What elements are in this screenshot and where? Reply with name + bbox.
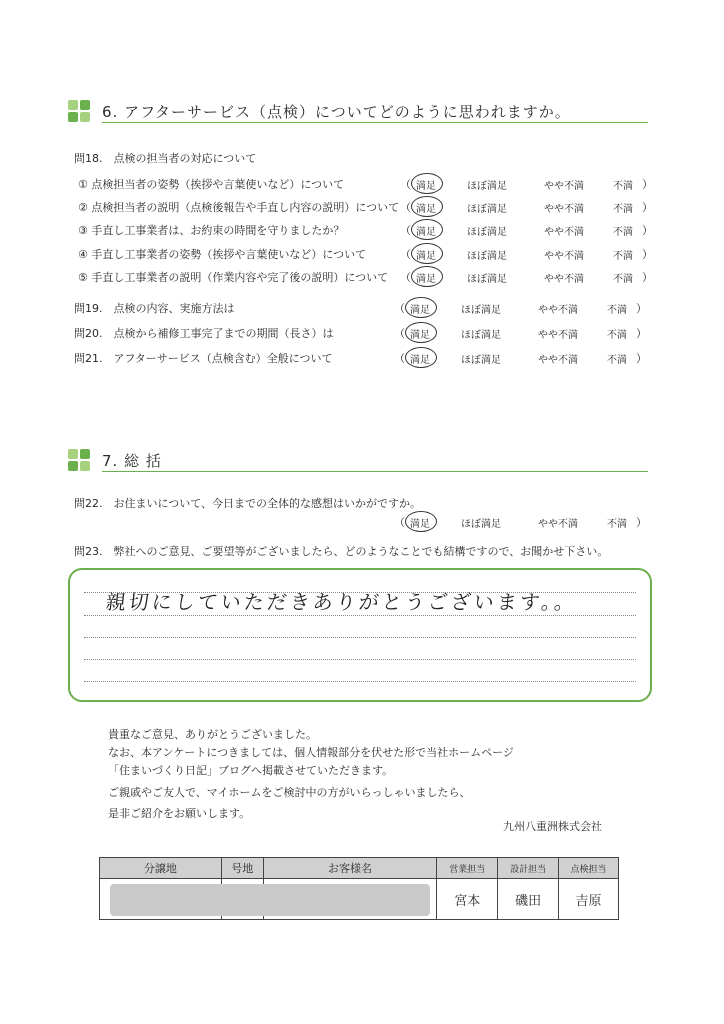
option-satisfied: 満足	[416, 204, 436, 215]
option-slightly-dissatisfied: やや不満	[544, 227, 584, 238]
question-19: 問19. 点検の内容、実施方法は	[74, 302, 235, 315]
item-2: ② 点検担当者の説明（点検後報告や手直し内容の説明）について	[78, 201, 400, 214]
option-slightly-dissatisfied: やや不満	[544, 274, 584, 285]
option-slightly-dissatisfied: やや不満	[538, 519, 578, 530]
paren-open: （	[400, 271, 411, 284]
item-5: ⑤ 手直し工事業者の説明（作業内容や完了後の説明）について	[78, 271, 389, 284]
thanks-line-4: ご親戚やご友人で、マイホームをご検討中の方がいらっしゃいましたら、	[108, 786, 471, 799]
question-23: 問23. 弊社へのご意見、ご要望等がございましたら、どのようなことでも結構ですので、お聞かせ下さい。	[74, 545, 609, 558]
selected-circle-mark	[405, 347, 437, 368]
option-slightly-dissatisfied: やや不満	[538, 330, 578, 341]
option-mostly-satisfied: ほぼ満足	[467, 274, 507, 285]
selected-circle-mark	[411, 266, 443, 287]
header-customer: お客様名	[263, 858, 437, 879]
section-7-title: 7. 総 括	[102, 452, 162, 470]
option-dissatisfied: 不満	[613, 274, 633, 285]
option-mostly-satisfied: ほぼ満足	[467, 251, 507, 262]
option-slightly-dissatisfied: やや不満	[544, 251, 584, 262]
option-satisfied: 満足	[410, 355, 430, 366]
paren-open: （	[400, 178, 411, 191]
selected-circle-mark	[411, 196, 443, 217]
option-slightly-dissatisfied: やや不満	[544, 181, 584, 192]
clover-icon	[68, 449, 90, 471]
section-6-header	[68, 98, 648, 126]
option-satisfied: 満足	[410, 519, 430, 530]
cell-sales: 宮本	[437, 879, 498, 920]
option-slightly-dissatisfied: やや不満	[538, 305, 578, 316]
header-design: 設計担当	[498, 858, 559, 879]
option-dissatisfied: 不満	[613, 251, 633, 262]
question-22: 問22. お住まいについて、今日までの全体的な感想はいかがですか。	[74, 497, 422, 510]
paren-close: ）	[636, 516, 647, 529]
option-dissatisfied: 不満	[607, 305, 627, 316]
paren-close: ）	[636, 352, 647, 365]
header-inspection: 点検担当	[559, 858, 619, 879]
paren-close: ）	[642, 201, 653, 214]
thanks-line-2: なお、本アンケートにつきましては、個人情報部分を伏せた形で当社ホームページ	[108, 746, 514, 759]
company-name: 九州八重洲株式会社	[503, 820, 602, 833]
section-6-title: 6. アフターサービス（点検）についてどのように思われますか。	[102, 103, 571, 121]
option-dissatisfied: 不満	[613, 204, 633, 215]
thanks-line-3: 「住まいづくり日記」ブログへ掲載させていただきます。	[108, 764, 394, 777]
option-satisfied: 満足	[416, 251, 436, 262]
paren-open: （	[400, 224, 411, 237]
option-satisfied: 満足	[410, 330, 430, 341]
option-satisfied: 満足	[416, 227, 436, 238]
thanks-line-1: 貴重なご意見、ありがとうございました。	[108, 728, 317, 741]
header-lot: 号地	[221, 858, 263, 879]
paren-open: （	[394, 352, 405, 365]
option-satisfied: 満足	[410, 305, 430, 316]
cell-inspection: 吉原	[559, 879, 619, 920]
comment-box	[68, 568, 652, 702]
handwritten-comment: 親切にしていただきありがとうございます。。	[104, 590, 579, 614]
option-satisfied: 満足	[416, 181, 436, 192]
section-rule	[102, 471, 648, 472]
paren-close: ）	[642, 178, 653, 191]
option-mostly-satisfied: ほぼ満足	[461, 305, 501, 316]
question-21: 問21. アフターサービス（点検含む）全般について	[74, 352, 333, 365]
selected-circle-mark	[405, 511, 437, 532]
option-dissatisfied: 不満	[607, 355, 627, 366]
thanks-line-5: 是非ご紹介をお願いします。	[108, 807, 251, 820]
option-mostly-satisfied: ほぼ満足	[467, 204, 507, 215]
selected-circle-mark	[405, 322, 437, 343]
paren-open: （	[400, 248, 411, 261]
option-mostly-satisfied: ほぼ満足	[461, 330, 501, 341]
option-mostly-satisfied: ほぼ満足	[467, 181, 507, 192]
option-mostly-satisfied: ほぼ満足	[461, 519, 501, 530]
cell-design: 磯田	[498, 879, 559, 920]
option-slightly-dissatisfied: やや不満	[538, 355, 578, 366]
redacted-area	[110, 884, 430, 916]
option-dissatisfied: 不満	[613, 227, 633, 238]
section-7-header	[68, 447, 648, 475]
option-mostly-satisfied: ほぼ満足	[467, 227, 507, 238]
selected-circle-mark	[411, 219, 443, 240]
item-1: ① 点検担当者の姿勢（挨拶や言葉使いなど）について	[78, 178, 345, 191]
paren-close: ）	[642, 248, 653, 261]
option-dissatisfied: 不満	[613, 181, 633, 192]
option-slightly-dissatisfied: やや不満	[544, 204, 584, 215]
option-mostly-satisfied: ほぼ満足	[461, 355, 501, 366]
paren-open: （	[394, 516, 405, 529]
selected-circle-mark	[405, 297, 437, 318]
selected-circle-mark	[411, 173, 443, 194]
header-subdivision: 分譲地	[100, 858, 222, 879]
option-dissatisfied: 不満	[607, 330, 627, 341]
paren-open: （	[394, 302, 405, 315]
section-rule	[102, 122, 648, 123]
paren-close: ）	[636, 327, 647, 340]
option-satisfied: 満足	[416, 274, 436, 285]
option-dissatisfied: 不満	[607, 519, 627, 530]
clover-icon	[68, 100, 90, 122]
question-20: 問20. 点検から補修工事完了までの期間（長さ）は	[74, 327, 334, 340]
paren-open: （	[394, 327, 405, 340]
paren-close: ）	[636, 302, 647, 315]
paren-close: ）	[642, 224, 653, 237]
header-sales: 営業担当	[437, 858, 498, 879]
selected-circle-mark	[411, 243, 443, 264]
paren-open: （	[400, 201, 411, 214]
paren-close: ）	[642, 271, 653, 284]
item-3: ③ 手直し工事業者は、お約束の時間を守りましたか？	[78, 224, 345, 237]
item-4: ④ 手直し工事業者の姿勢（挨拶や言葉使いなど）について	[78, 248, 367, 261]
question-18: 問18. 点検の担当者の対応について	[74, 152, 257, 165]
